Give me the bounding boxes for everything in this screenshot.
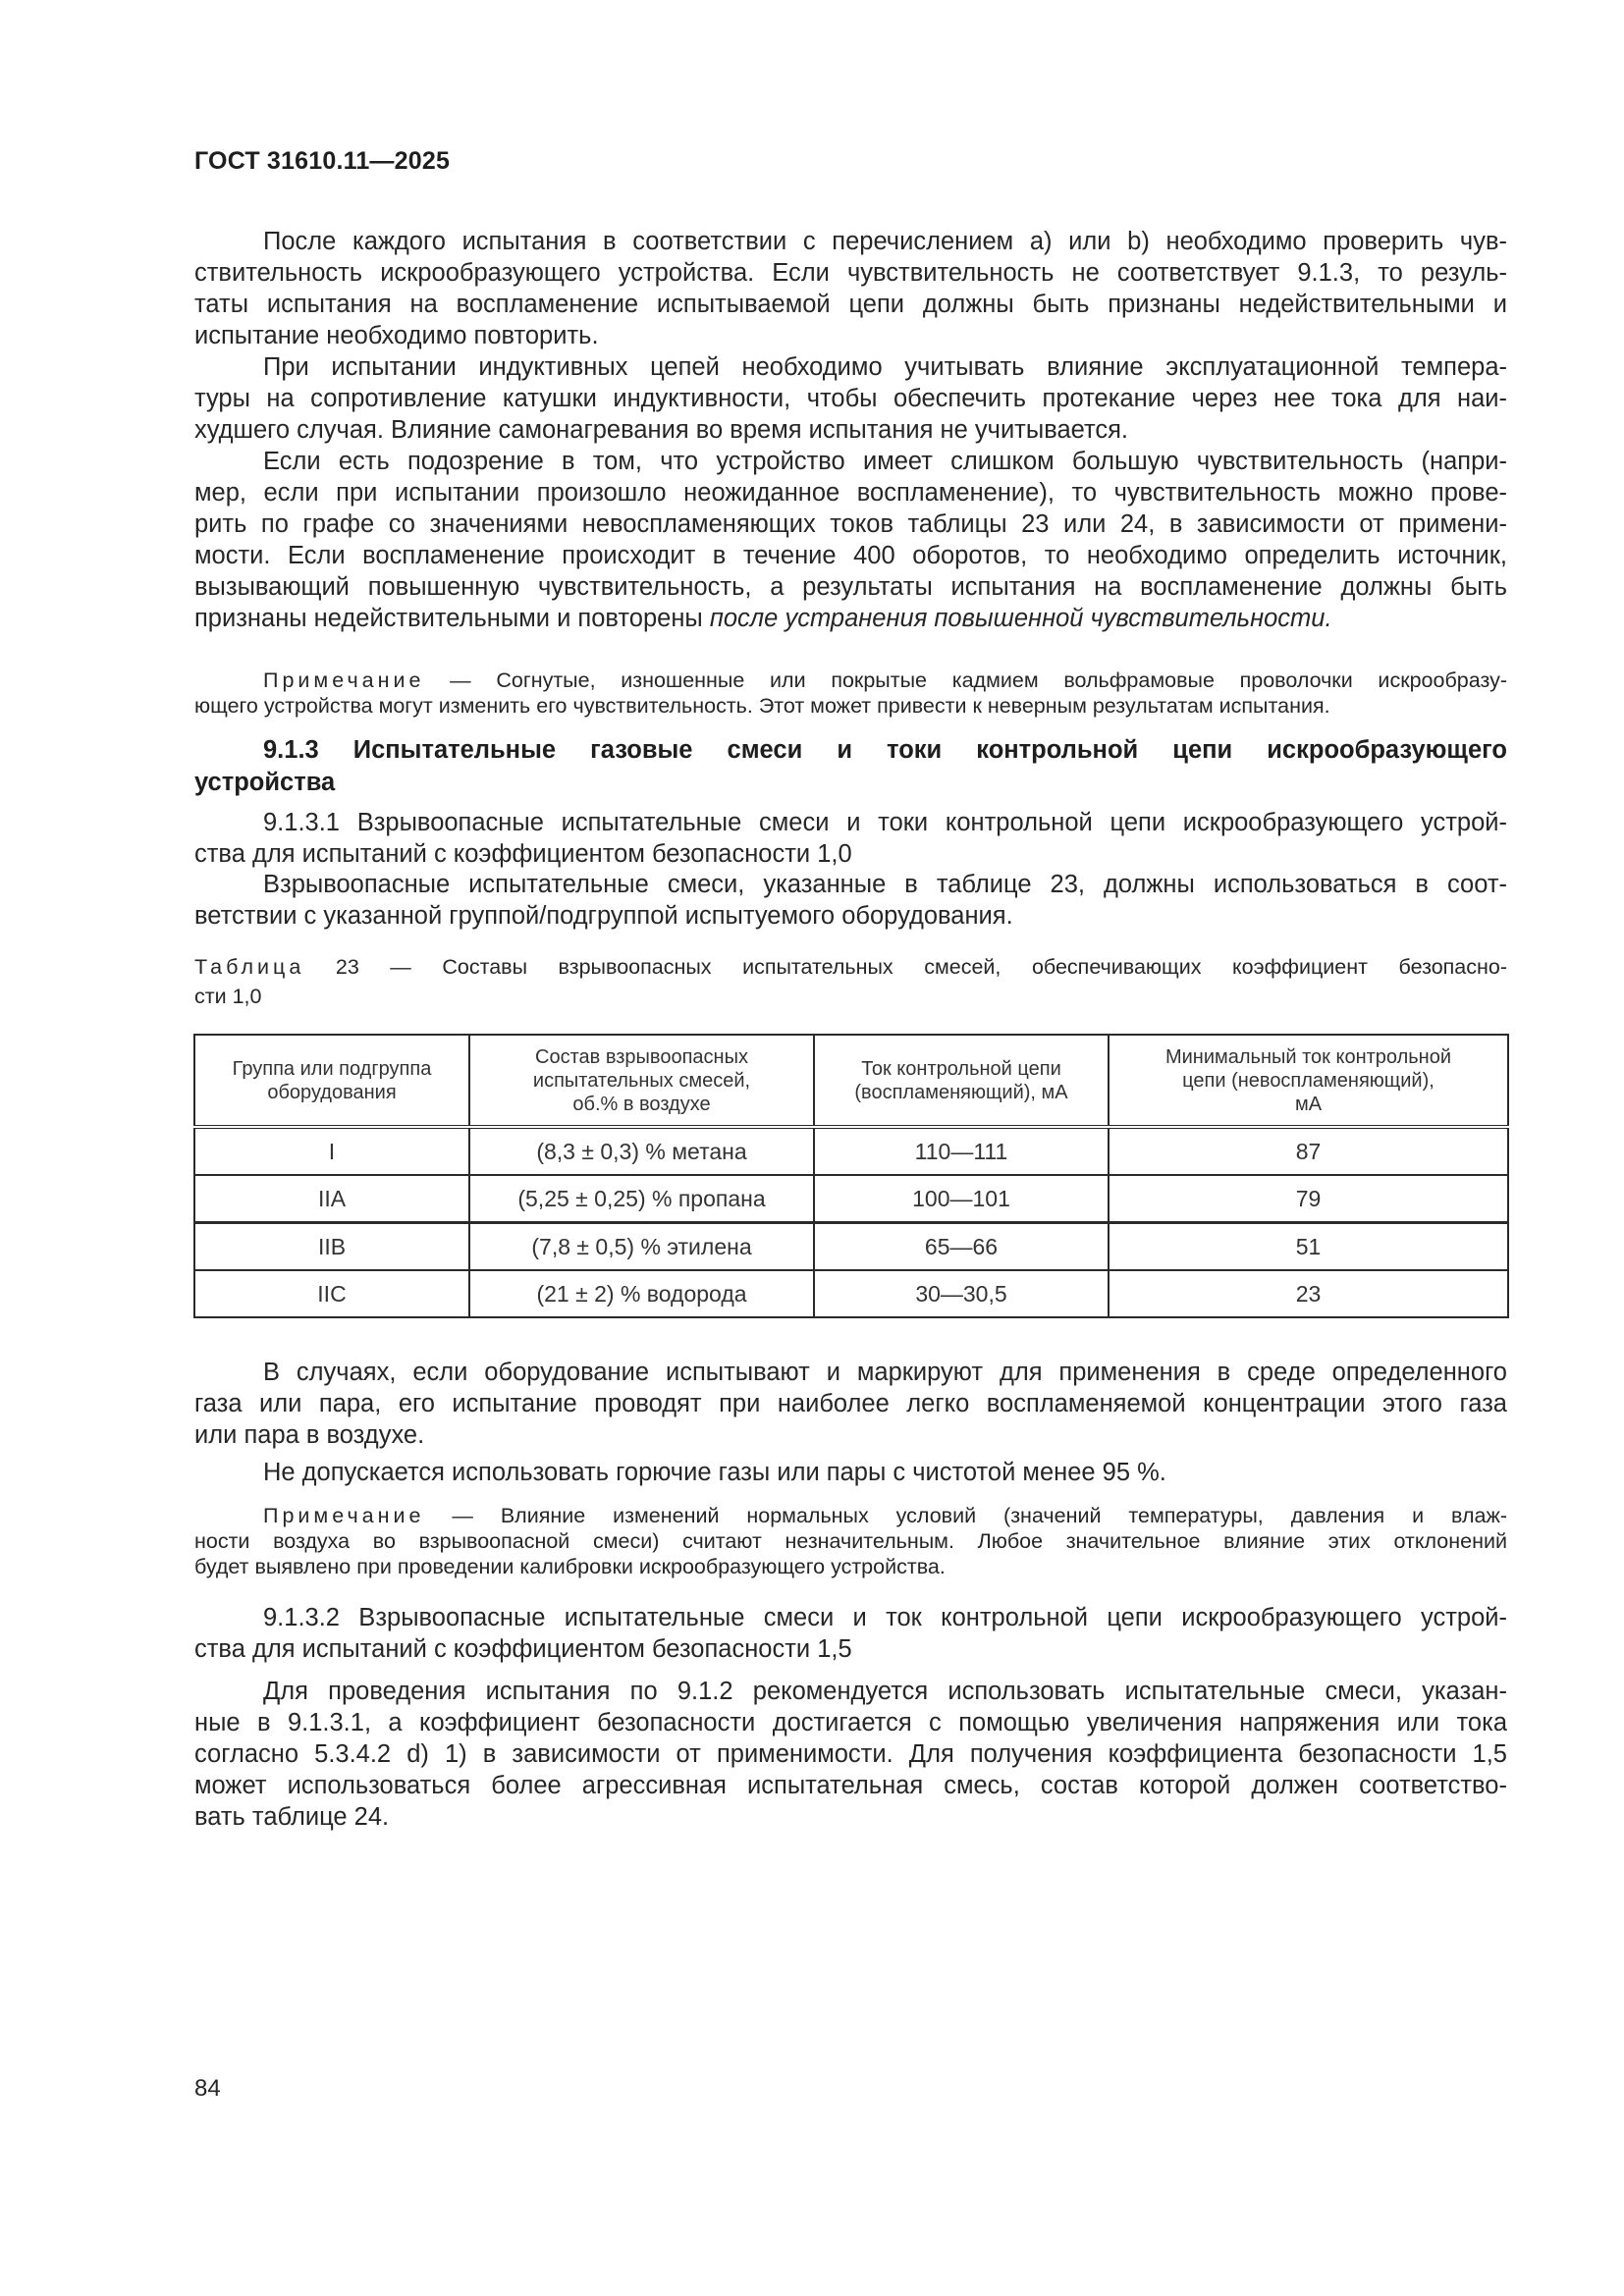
table-row: [194, 1127, 1508, 1175]
text-line: туры на сопротивление катушки индуктивности, чтобы обеспечить протекание через нее тока для наи-: [194, 385, 1507, 412]
heading-line: устройства: [194, 769, 336, 796]
text-line: Взрывоопасные испытательные смеси, указанные в таблице 23, должны использоваться в соот-: [263, 871, 1507, 898]
page-number: 84: [194, 2075, 221, 2102]
text-line: вать таблице 24.: [194, 1803, 390, 1831]
note-line: [194, 1503, 1507, 1528]
header-min-nonigniting-current: Минимальный ток контрольной цепи (невоспламеняющий), мА: [1109, 1035, 1508, 1127]
caption-line: [194, 952, 1507, 982]
table-23: [193, 1034, 1509, 1318]
table-row: [194, 1223, 1508, 1271]
text-line: Для проведения испытания по 9.1.2 рекомендуется использовать испытательные смеси, указан-: [263, 1678, 1507, 1705]
paragraph-excess-sensitivity: [194, 446, 1507, 634]
caption-line: сти 1,0: [194, 985, 262, 1008]
cell-group: I: [194, 1127, 469, 1175]
note-tungsten-wires: [194, 667, 1507, 719]
document-code: ГОСТ 31610.11—2025: [194, 147, 451, 175]
cell-nonigniting-current: 87: [1109, 1127, 1508, 1175]
header-equipment-group: Группа или подгруппа оборудования: [194, 1035, 469, 1127]
cell-igniting-current: 30—30,5: [814, 1270, 1109, 1317]
note-line: будет выявлено при проведении калибровки искрообразующего устройства.: [194, 1555, 946, 1578]
text-line: таты испытания на воспламенение испытываемой цепи должны быть признаны недействительными и: [194, 291, 1507, 318]
text-line: При испытании индуктивных цепей необходимо учитывать влияние эксплуатационной темпера-: [263, 353, 1507, 381]
text-line: вызывающий повышенную чувствительность, а результаты испытания на воспламенение должны быть: [194, 573, 1507, 601]
note-line: ющего устройства могут изменить его чувствительность. Этот может привести к неверным результатам испытания.: [194, 694, 1330, 718]
text-line: худшего случая. Влияние самонагревания во время испытания не учитывается.: [194, 416, 1129, 444]
cell-composition: (8,3 ± 0,3) % метана: [469, 1127, 814, 1175]
section-heading-9-1-3: [194, 734, 1507, 799]
table-23-caption: [194, 952, 1507, 1011]
paragraph-specific-gas: [194, 1357, 1507, 1451]
text-line: ства для испытаний с коэффициентом безопасности 1,5: [194, 1635, 852, 1663]
paragraph-table-23-usage: [194, 869, 1507, 932]
note-label: Примечание: [263, 668, 425, 692]
cell-igniting-current: 100—101: [814, 1175, 1109, 1223]
text-line: После каждого испытания в соответствии с перечислением a) или b) необходимо проверить чув-: [263, 228, 1507, 255]
subsection-9-1-3-2: [194, 1602, 1507, 1665]
note-line: ности воздуха во взрывоопасной смеси) считают незначительным. Любое значительное влияние этих отклонений: [194, 1529, 1507, 1553]
cell-igniting-current: 65—66: [814, 1223, 1109, 1271]
cell-nonigniting-current: 79: [1109, 1175, 1508, 1223]
text-line: рить по графе со значениями невоспламеняющих токов таблицы 23 или 24, в зависимости от примени-: [194, 510, 1507, 538]
header-mixture-composition: Состав взрывоопасных испытательных смесей, об.% в воздухе: [469, 1035, 814, 1127]
cell-composition: (5,25 ± 0,25) % пропана: [469, 1175, 814, 1223]
paragraph-inductive-circuits: [194, 351, 1507, 446]
text-line: ные в 9.1.3.1, а коэффициент безопасности достигается с помощью увеличения напряжения или тока: [194, 1709, 1507, 1736]
text-line: мер, если при испытании произошло неожиданное воспламенение), то чувствительность можно прове-: [194, 479, 1507, 507]
text-line: мости. Если воспламенение происходит в течение 400 оборотов, то необходимо определить источник,: [194, 542, 1507, 569]
heading-line: 9.1.3 Испытательные газовые смеси и токи контрольной цепи искрообразующего: [263, 736, 1507, 764]
cell-group: IIA: [194, 1175, 469, 1223]
text-italic-emphasis: после устранения повышенной чувствительности.: [709, 605, 1332, 632]
text-line: [194, 603, 1507, 634]
text-line: ветствии с указанной группой/подгруппой испытуемого оборудования.: [194, 902, 1013, 930]
text-line: согласно 5.3.4.2 d) 1) в зависимости от применимости. Для получения коэффициента безопасности 1,5: [194, 1740, 1507, 1768]
cell-igniting-current: 110—111: [814, 1127, 1109, 1175]
cell-nonigniting-current: 23: [1109, 1270, 1508, 1317]
note-line: [194, 667, 1507, 693]
text-line: 9.1.3.1 Взрывоопасные испытательные смеси и токи контрольной цепи искрообразующего устрой-: [263, 809, 1507, 836]
cell-group: IIB: [194, 1223, 469, 1271]
note-text: — Согнутые, изношенные или покрытые кадмием вольфрамовые проволочки искрообразу-: [450, 668, 1507, 692]
note-label: Примечание: [263, 1504, 425, 1527]
text-line: испытание необходимо повторить.: [194, 322, 599, 349]
cell-composition: (21 ± 2) % водорода: [469, 1270, 814, 1317]
text-line: ствительность искрообразующего устройства. Если чувствительность не соответствует 9.1.3, то резуль-: [194, 259, 1507, 287]
paragraph-purity: [194, 1457, 1507, 1488]
table-header-row: [194, 1035, 1508, 1127]
text-line: ства для испытаний с коэффициентом безопасности 1,0: [194, 840, 852, 868]
text-plain: признаны недействительными и повторены: [194, 605, 703, 632]
cell-composition: (7,8 ± 0,5) % этилена: [469, 1223, 814, 1271]
header-igniting-current: Ток контрольной цепи (воспламеняющий), мА: [814, 1035, 1109, 1127]
cell-nonigniting-current: 51: [1109, 1223, 1508, 1271]
text-line: 9.1.3.2 Взрывоопасные испытательные смеси и ток контрольной цепи искрообразующего устрой-: [263, 1604, 1507, 1631]
text-line: газа или пара, его испытание проводят при наиболее легко воспламеняемой концентрации этого газа: [194, 1390, 1507, 1417]
caption-label: Таблица: [194, 955, 305, 979]
cell-group: IIC: [194, 1270, 469, 1317]
text-line: Не допускается использовать горючие газы или пары с чистотой менее 95 %.: [263, 1459, 1166, 1486]
table-row: [194, 1175, 1508, 1223]
caption-text: 23 — Составы взрывоопасных испытательных смесей, обеспечивающих коэффициент безопасно-: [335, 955, 1507, 979]
note-text: — Влияние изменений нормальных условий (значений температуры, давления и влаж-: [452, 1504, 1507, 1527]
paragraph-safety-factor-1-5: [194, 1676, 1507, 1833]
text-line: может использоваться более агрессивная испытательная смесь, состав которой должен соответство-: [194, 1772, 1507, 1799]
table-row: [194, 1270, 1508, 1317]
text-line: или пара в воздухе.: [194, 1421, 425, 1449]
paragraph-sensitivity-check: [194, 226, 1507, 351]
note-normal-conditions: [194, 1503, 1507, 1579]
text-line: В случаях, если оборудование испытывают и маркируют для применения в среде определенного: [263, 1359, 1507, 1386]
text-line: Если есть подозрение в том, что устройство имеет слишком большую чувствительность (напри-: [263, 448, 1507, 475]
subsection-9-1-3-1: [194, 807, 1507, 870]
